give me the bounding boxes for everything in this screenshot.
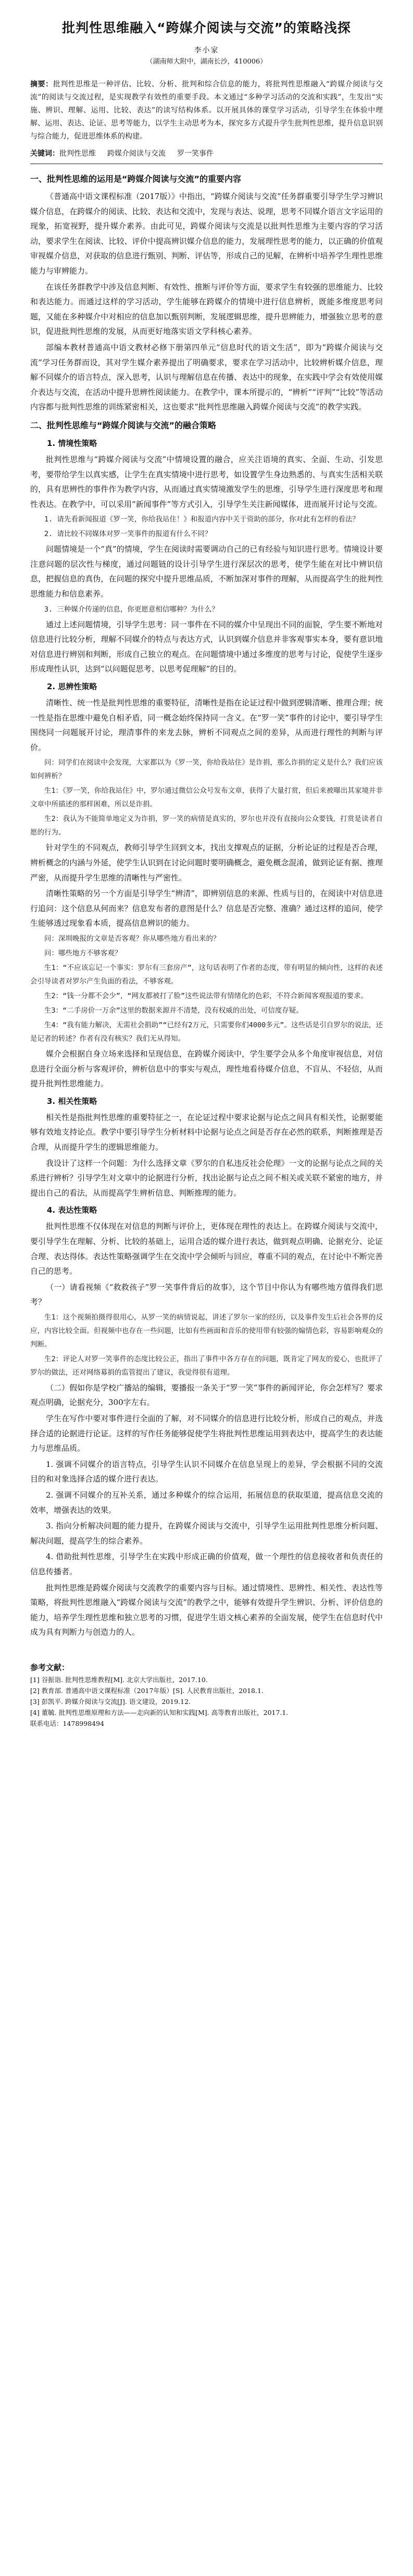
classroom-dialogue: 生3：“二手房价一万余”这里的数据来源并不清楚，没有权威的出处，可信度存疑。 [44,1006,303,1015]
paragraph: 批判性思维不仅体现在对信息的判断与评价上，更体现在理性的表达上。在跨媒介阅读与交流中，要引导学生在理解、分析、比较的基础上，运用合适的媒介进行表达，做到观点明确、论据充分、论证合理、表达得体。表达性策略强调学生在交流中学会倾听与回应，尊重不同的观点，在讨论中不断完善自己的思考。 [30,1222,383,1276]
reference-item: [1] 谷振诣. 批判性思维教程[M]. 北京大学出版社，2017.10. [30,1675,208,1684]
section-heading: 一、批判性思维的运用是“跨媒介阅读与交流”的重要内容 [30,174,242,184]
paragraph: （一）请看视频《“救救孩子”罗一笑事件背后的故事》，这个节目中你认为有哪些地方值得我们思考？ [30,1282,383,1307]
abstract-text: 批判性思维是一种评估、比较、分析、批判和综合信息的能力，将批判性思维融入“跨媒介阅读与交流”的阅读与交流过程，是实现教学有效性的重要手段。本文通过“多种学习活动的交流和实践”，生发出“实施、辨识、理解、运用、比较、表达”的读写结构体系。以开展具体的课堂学习活动，引导学生在体验中理解、运用、表达、论证、思考等能力，以学生主动思考为本，探究多方式提升学生批判性思维，提升信息识别与综合能力，促进思维体系的构建。 [30,80,383,141]
classroom-dialogue: 生2：我认为不能简单地定义为诈捐，罗一笑的病情是真实的，罗尔也并没有直接向公众要钱，打赏是读者自愿的行为。 [30,815,383,837]
references [30,1661,383,1729]
classroom-dialogue: 2. 请比较不同媒体对罗一笑事件的报道有什么不同？ [44,530,212,539]
reference-item: [2] 教育部. 普通高中语文课程标准（2017年版）[S]. 人民教育出版社，2018.1. [30,1686,264,1695]
paragraph: 4. 借助批判性思维，引导学生在实践中形成正确的价值观，做一个理性的信息接收者和负责任的信息传播者。 [30,1552,383,1576]
article-title: 批判性思维融入“跨媒介阅读与交流”的策略浅探 [62,20,351,35]
contact-phone: 联系电话：1478998494 [30,1719,105,1727]
classroom-dialogue: 1. 请先看新闻报道《罗一笑，你给我站住！》和报道内容中关于资助的部分，你对此有怎样的看法？ [44,515,359,524]
classroom-dialogue: 生1：这个视频拍摄得很用心，从罗一笑的病情说起，讲述了罗尔一家的经历，以及事件发生后社会各界的反应，内容比较全面。但视频中也存在一些问题，比如有些画面和音乐的使用带有较强的煽情色彩，容易影响观众的判断。 [30,1313,383,1349]
paragraph: 2. 强调不同媒介的互补关系，通过多种媒介的综合运用，拓展信息的获取渠道，提高信息交流的效率，增强表达的效果。 [30,1490,383,1515]
classroom-dialogue: 生4：“我有能力解决，无需社会捐助”“已经有2万元，只需要你们4000多元”。这些话是引自罗尔的说法，还是记者的转述？作者有没有核实？我们无从得知。 [30,1021,383,1043]
keywords-label: 关键词： [30,150,59,158]
keyword: 罗一笑事件 [177,150,214,158]
paragraph: 批判性思维是跨媒介阅读与交流教学的重要内容与目标。通过情境性、思辨性、相关性、表达性等策略，将批判性思维融入“跨媒介阅读与交流”的教学之中，能够有效提升学生辨识、分析、评价信息的能力，培养学生理性思维和独立思考的习惯，促进学生语文核心素养的全面发展，使学生在信息时代中成为具有判断力与创造力的人。 [30,1583,383,1637]
paragraph: 我设计了这样一个问题：为什么选择文章《罗尔的自私违反社会伦理》一文的论据与论点之间的关系进行辨析？引导学生对文章中的论据进行分析，找出论据与论点之间不相关或关联不紧密的地方，并提出自己的看法，从而提高学生辨析信息、判断推理的能力。 [30,1158,383,1198]
reference-list [30,1674,383,1718]
paragraph: 在该任务群教学中涉及信息判断、有效性、推断与评价等方面，要求学生有较强的思维能力、比较和表达能力。而通过这样的学习活动，学生能够在跨媒介的情境中进行信息辨析，既能多维度思考问题，又能在多种媒介中对相应的信息加以甄别判断，发展逻辑思维，提升思辨能力，增强独立思考的意识，促进批判性思维的发展，从而更好地落实语文学科核心素养。 [30,282,383,337]
paragraph: 批判性思维与“跨媒介阅读与交流”中情境设置的融合，应关注语境的真实、全面、生动、引发思考，要带给学生以真实感，让学生在真实情境中进行思考，如设置学生身边熟悉的、与真实生活相关联的，具有思辨性的事件作为教学内容，从而通过真实情境激发学生的思维，引导学生进行深度思考和理性表达。在教学中，可以采用“新闻事件”等方式引入，引导学生关注新闻媒体，进而展开讨论与交流。 [30,454,383,509]
classroom-dialogue: 问：深圳晚报的文章是否客观？你从哪些地方看出来的？ [44,934,220,943]
author-affiliation: （湖南师大附中，湖南长沙，410006） [146,58,267,66]
paragraph: 清晰性策略的另一个方面是引导学生“辨清”，即辨别信息的来源、性质与目的，在阅读中对信息进行追问：这个信息从何而来？信息发布者的意图是什么？信息是否完整、准确？通过这样的追问，使学生能够透过现象看本质，提高信息辨识的能力。 [30,889,383,928]
classroom-dialogue: 生1：“不应该忘记一个事实：罗尔有三套房产”，这句话表明了作者的态度，带有明显的倾向性，这样的表述会引导读者对罗尔产生负面的看法，不够客观。 [30,963,383,986]
keyword: 批判性思维 [59,150,96,158]
abstract [30,78,383,143]
paragraph: 媒介会根据自身立场来选择和呈现信息，在跨媒介阅读中，学生要学会从多个角度审视信息，对信息进行全面分析与客观评价，辨析信息中的事实与观点，理性地看待媒介信息，不盲从、不轻信，从而提升批判性思维能力。 [30,1049,383,1089]
references-title: 参考文献： [30,1662,70,1672]
classroom-dialogue: 生1：《罗一笑，你给我站住》中，罗尔通过微信公众号发布文章，获得了大量打赏，但后来被曝出其家境并非文章中所描述的那样困难，所以是诈捐。 [30,787,383,809]
paragraph: 相关性是指批判性思维的重要特征之一，在论证过程中要求论据与论点之间具有相关性，论据要能够有效地支持论点。教学中要引导学生分析材料中论据与论点之间是否存在必然的联系，判断推理是否合理，从而提升学生的逻辑思维能力。 [30,1112,383,1152]
classroom-dialogue: 问：哪些地方不够客观？ [44,949,122,957]
classroom-dialogue: 生2：评论人对罗一笑事件的态度比较公正，指出了事件中各方存在的问题，既肯定了网友的爱心，也批评了罗尔的做法，还对网络募捐的监管提出了建议，我觉得很有道理。 [30,1354,383,1377]
paragraph: 学生在写作中要对事件进行全面的了解，对不同媒介的信息进行比较分析，形成自己的观点，并选择合适的论据进行论证。这样的写作任务能够促使学生将批判性思维运用到表达中，提高学生的表达能力与思维品质。 [30,1414,383,1453]
subsection-heading: 2. 思辨性策略 [47,682,97,692]
paragraph: 部编本教材普通高中语文教材必修下册第四单元“信息时代的语文生活”，即为“跨媒介阅读与交流”学习任务群而设，其对学生媒介素养提出了明确要求，要求在学习活动中，比较辨析媒介信息，理解不同媒介的语言特点，深入思考，认识与理解信息在传播、表达中的现象，在实践中学会有效使用媒介表达与交流，在活动中提升思辨性阅读能力。在教学中，课本所提示的，“辨析”“评判”“比较”等活动内容都与批判性思维的训练紧密相关，这也要求“批判性思维融入跨媒介阅读与交流”的教学实践。 [30,342,383,412]
classroom-dialogue: 问：同学们在阅读中会发现，大家都以为《罗一笑，你给我站住》是诈捐，那么诈捐的定义是什么？我们应该如何辨析？ [30,758,383,781]
paragraph: 《普通高中语文课程标准（2017版）》中指出，“跨媒介阅读与交流”任务群重要引导学生学习辨识媒介信息，在跨媒介的阅读、比较、表达和交流中，发现与表达、说理，思考不同媒介语言文字运用的现象，拓宽视野，提升媒介素养。由此可见，跨媒介阅读与交流是以批判性思维为主要内容的学习活动，要求学生在阅读、比较、评价中提高辨识媒介信息的能力，发展理性思考的能力，以正确的价值观审视媒介信息，对获取的信息进行甄别、判断、评估等，形成自己的见解，在辨析中培养学生理性思维能力与审辨能力。 [30,192,383,276]
article-body [30,171,383,1640]
classroom-dialogue: 3. 三种媒介传递的信息，你更愿意相信哪种？为什么？ [44,605,219,614]
subsection-heading: 3. 相关性策略 [47,1096,97,1106]
author-name: 李小家 [194,46,219,55]
keyword: 跨媒介阅读与交流 [107,150,166,158]
subsection-heading: 1. 情境性策略 [47,438,97,448]
paragraph: 清晰性、统一性是批判性思维的重要特征，清晰性是指在论证过程中做到逻辑清晰、推理合理；统一性是指在思维中避免自相矛盾，同一概念始终保持同一含义。在“罗一笑”事件的讨论中，要引导学生围绕同一问题展开讨论，理清事件的来龙去脉，辨析不同观点之间的差异，从而进行理性的判断与评价。 [30,698,383,752]
paragraph: （二）假如你是学校广播站的编辑，要播报一条关于“罗一笑”事件的新闻评论，你会怎样写？要求观点明确，论据充分，300字左右。 [30,1383,383,1408]
paragraph: 通过上述问题情境，引导学生思考：同一事件在不同的媒介中呈现出不同的面貌，学生要不断地对信息进行比较分析，理解不同媒介的特点与表达方式，认识到媒介信息并非客观事实本身，要有意识地对信息进行辨别和判断，形成自己独立的观点。在问题情境中通过多维度的思考与讨论，促使学生逐步形成理性认识，达到“以问题促思考、以思考促理解”的目的。 [30,619,383,674]
reference-item: [3] 彭凯平. 跨媒介阅读与交流[J]. 语文建设，2019.12. [30,1697,191,1706]
paragraph: 问题情境是一个“真”的情境，学生在阅读时需要调动自己的已有经验与知识进行思考。情境设计要注意问题的层次性与梯度，通过问题链的设计引导学生进行深层次的思考，使学生能在对比中辨识信息，把握信息的真伪，在问题的探究中提升思维品质，不断加深对事件的理解，从而提高学生的批判性思维能力和信息素养。 [30,544,383,599]
reference-item: [4] 董毓. 批判性思维原理和方法——走向新的认知和实践[M]. 高等教育出版社，2017.1. [30,1708,289,1716]
paragraph: 3. 指向分析解决问题的能力提升，在跨媒介阅读与交流中，引导学生运用批判性思维分析问题、解决问题，提高学生的综合素养。 [30,1521,383,1546]
paragraph: 针对学生的不同观点，教师引导学生回到文本，找出支撑观点的证据，分析论证的过程是否合理，辨析概念的内涵与外延，使学生认识到在讨论问题时要明确概念，避免概念混淆，做到论证有据、推理严密，从而提升学生思维的清晰性与严密性。 [30,843,383,882]
keywords [30,147,383,160]
paragraph: 1. 强调不同媒介的语言特点，引导学生认识不同媒介在信息呈现上的差异，学会根据不同的交流目的和对象选择合适的媒介进行表达。 [30,1459,383,1484]
section-heading: 二、批判性思维与“跨媒介阅读与交流”的融合策略 [30,420,217,430]
abstract-label: 摘要： [30,80,53,89]
classroom-dialogue: 生2：“钱一分都不会少”，“网友都被打了脸”这些说法带有情绪化的色彩，不符合新闻客观报道的要求。 [44,991,368,1000]
subsection-heading: 4. 表达性策略 [47,1205,97,1215]
